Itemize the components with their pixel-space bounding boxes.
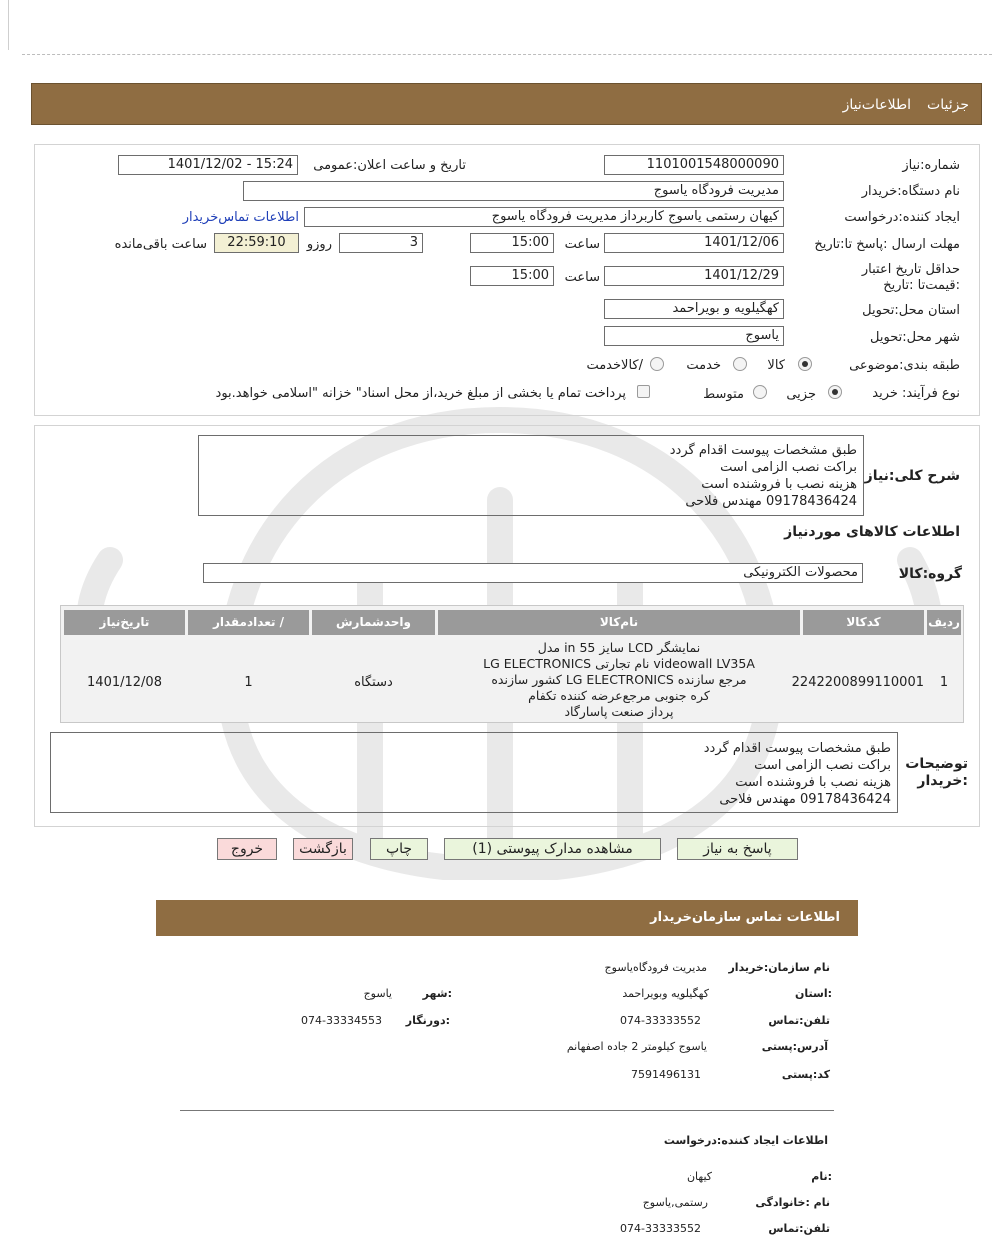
col-header-row: ردیف <box>927 610 961 635</box>
description-box <box>198 435 864 516</box>
validity-label: حداقل تاریخ اعتبار :قیمت‌تا :تاریخ <box>861 262 960 293</box>
requester-phone-value: 074-33333552 <box>620 1222 701 1235</box>
phone-contact-label: تلفن:تماس <box>768 1014 830 1027</box>
org-value: مدیریت فرودگاه‌یاسوج <box>604 961 707 974</box>
need-number-label: شماره:نیاز <box>902 158 960 173</box>
buyer-contact-link[interactable]: اطلاعات تماس‌خریدار <box>182 210 299 225</box>
category-goods-label: کالا <box>767 358 785 373</box>
category-label: طبقه بندی:موضوعی <box>849 358 960 373</box>
buyer-notes-line: براکت نصب الزامی است <box>754 758 891 773</box>
province-contact-label: :استان <box>795 987 832 1000</box>
announce-datetime-label: تاریخ و ساعت اعلان:عمومی <box>313 158 466 173</box>
page-header-bar <box>31 83 982 125</box>
description-line: 09178436424 مهندس فلاحی <box>685 494 857 509</box>
buyer-notes-line: 09178436424 مهندس فلاحی <box>719 792 891 807</box>
postal-code-value: 7591496131 <box>631 1068 701 1081</box>
process-medium-radio[interactable] <box>753 385 767 399</box>
deadline-date-field: 1401/12/06 <box>604 233 784 253</box>
buyer-notes-line: طبق مشخصات پیوست اقدام گردد <box>703 741 891 756</box>
postal-code-label: کد:پستی <box>781 1068 830 1081</box>
buyer-notes-label-line: :خریدار <box>917 773 968 789</box>
goods-name-line: مرجع سازنده LG ELECTRONICS کشور سازنده <box>491 672 747 687</box>
address-label: آدرس:پستی <box>761 1040 828 1053</box>
buyer-contact-header <box>156 900 858 936</box>
requester-name-label: :نام <box>811 1170 832 1183</box>
exit-button[interactable]: خروج <box>217 838 277 860</box>
goods-name-line: videowall LV35A نام تجارتی LG ELECTRONICS <box>483 656 755 671</box>
col-header-code: کدکالا <box>803 610 924 635</box>
description-label: شرح کلی:نیاز <box>864 468 960 484</box>
cell-goods-code: 2242200899110001 <box>791 675 924 690</box>
col-header-unit: واحدشمارش <box>312 610 435 635</box>
top-divider <box>22 54 992 55</box>
remaining-time-field: 22:59:10 <box>214 233 299 253</box>
cell-need-date: 1401/12/08 <box>87 675 162 690</box>
goods-group-label: گروه:کالا <box>898 566 962 582</box>
process-medium-label: متوسط <box>703 387 744 402</box>
cell-row-number: 1 <box>939 675 949 690</box>
buyer-org-field: مدیریت فرودگاه یاسوج <box>243 181 784 201</box>
treasury-payment-note: پرداخت تمام یا بخشی از مبلغ خرید،از محل اسناد" خزانه "اسلامی خواهد.بود <box>215 386 626 401</box>
cell-goods-name <box>438 640 800 720</box>
buyer-notes-box <box>50 732 898 813</box>
deadline-time-label: ساعت <box>564 237 600 252</box>
org-label: نام سازمان:خریدار <box>728 961 830 974</box>
tab-need-info[interactable]: اطلاعات‌نیاز <box>842 97 911 113</box>
goods-name-line: نمایشگر LCD سایز 55 in مدل <box>537 640 701 655</box>
treasury-payment-checkbox[interactable] <box>637 385 650 398</box>
remaining-time-label: ساعت باقی‌مانده <box>114 237 207 252</box>
buyer-notes-label-line: توضیحات <box>905 756 968 772</box>
province-contact-value: کهگیلویه وبویراحمد <box>622 987 709 1000</box>
col-header-qty: / تعدادمقدار <box>188 610 309 635</box>
province-field: کهگیلویه و بویراحمد <box>604 299 784 319</box>
city-contact-value: یاسوج <box>363 987 392 1000</box>
requester-label: ایجاد کننده:درخواست <box>844 210 960 225</box>
validity-time-label: ساعت <box>564 270 600 285</box>
back-button[interactable]: بازگشت <box>293 838 353 860</box>
province-label: استان محل:تحویل <box>862 303 960 318</box>
description-line: طبق مشخصات پیوست اقدام گردد <box>669 443 857 458</box>
buyer-notes-line: هزینه نصب با فروشنده است <box>735 775 891 790</box>
goods-group-field: محصولات الکترونیکی <box>203 563 863 583</box>
category-service-label: خدمت <box>686 358 721 373</box>
buyer-contact-title: اطلاعات تماس سازمان‌خریدار <box>650 910 840 925</box>
requester-field: کیهان رستمی یاسوج کاربرداز مدیریت فرودگاه یاسوج <box>304 207 784 227</box>
goods-info-title: اطلاعات کالاهای موردنیاز <box>784 524 960 540</box>
days-remaining-field: 3 <box>339 233 423 253</box>
category-goods-radio[interactable] <box>798 357 812 371</box>
buyer-org-label: نام دستگاه:خریدار <box>861 184 960 199</box>
description-line: براکت نصب الزامی است <box>720 460 857 475</box>
cell-quantity: 1 <box>244 675 253 690</box>
buyer-notes-label <box>900 756 968 790</box>
requester-family-label: نام :خانوادگی <box>755 1196 830 1209</box>
fax-label: :دورنگار <box>405 1014 450 1027</box>
print-button[interactable]: چاپ <box>370 838 428 860</box>
days-label: روزو <box>306 237 332 252</box>
announce-datetime-field: 1401/12/02 - 15:24 <box>118 155 298 175</box>
requester-family-value: رستمی,یاسوج <box>642 1196 708 1209</box>
validity-date-field: 1401/12/29 <box>604 266 784 286</box>
tab-details[interactable]: جزئیات <box>927 97 969 113</box>
process-minor-label: جزیی <box>786 387 816 402</box>
col-header-date: تاریخ‌نیاز <box>64 610 185 635</box>
process-minor-radio[interactable] <box>828 385 842 399</box>
city-label: شهر محل:تحویل <box>870 330 960 345</box>
validity-time-field: 15:00 <box>470 266 554 286</box>
goods-name-line: پرداز صنعت پاسارگاد <box>564 704 674 719</box>
category-goods-service-label: /کالاخدمت <box>586 358 643 373</box>
address-value: یاسوج کیلومتر 2 جاده اصفهانم <box>566 1040 707 1053</box>
fax-value: 074-33334553 <box>301 1014 382 1027</box>
requester-name-value: کیهان <box>686 1170 712 1183</box>
cell-unit: دستگاه <box>354 675 393 690</box>
goods-name-line: کره جنوبی مرجع‌عرضه کننده تکفام <box>528 688 710 703</box>
col-header-name: نام‌کالا <box>438 610 800 635</box>
reply-button[interactable]: پاسخ به نیاز <box>677 838 798 860</box>
deadline-label: مهلت ارسال :پاسخ تا:تاریخ <box>814 237 960 252</box>
description-line: هزینه نصب با فروشنده است <box>701 477 857 492</box>
contact-divider <box>180 1110 834 1111</box>
requester-contact-title: اطلاعات ایجاد کننده:درخواست <box>663 1134 828 1147</box>
deadline-time-field: 15:00 <box>470 233 554 253</box>
view-attachments-button[interactable]: مشاهده مدارک پیوستی (1) <box>444 838 661 860</box>
city-field: یاسوج <box>604 326 784 346</box>
category-service-radio[interactable] <box>733 357 747 371</box>
need-number-field: 1101001548000090 <box>604 155 784 175</box>
category-goods-service-radio[interactable] <box>650 357 664 371</box>
phone-contact-value: 074-33333552 <box>620 1014 701 1027</box>
city-contact-label: :شهر <box>422 987 452 1000</box>
process-label: نوع فرآیند: خرید <box>872 386 960 401</box>
left-edge-line <box>8 0 9 50</box>
requester-phone-label: تلفن:تماس <box>768 1222 830 1235</box>
